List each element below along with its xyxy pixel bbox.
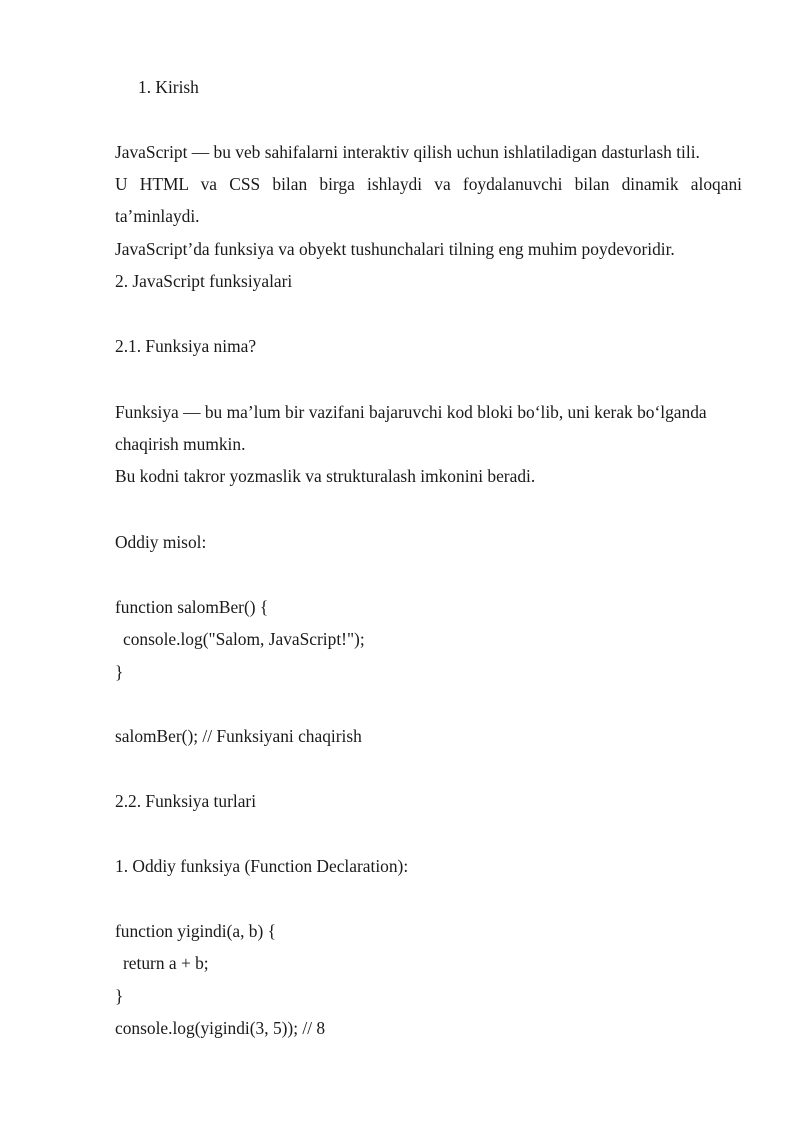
code-line: function yigindi(a, b) { bbox=[115, 921, 276, 941]
example-label: Oddiy misol: bbox=[115, 532, 207, 552]
code-line: console.log("Salom, JavaScript!"); bbox=[123, 629, 365, 649]
paragraph-line-justified: U HTML va CSS bilan birga ishlaydi va foydalanuvchi bilan dinamik aloqani bbox=[115, 174, 742, 194]
heading-kirish: 1. Kirish bbox=[138, 77, 199, 97]
heading-funksiya-turlari: 2.2. Funksiya turlari bbox=[115, 791, 257, 811]
subheading-function-declaration: 1. Oddiy funksiya (Function Declaration): bbox=[115, 856, 409, 876]
code-line: function salomBer() { bbox=[115, 597, 269, 617]
paragraph-line: JavaScript’da funksiya va obyekt tushunchalari tilning eng muhim poydevoridir. bbox=[115, 239, 675, 259]
paragraph-line: Bu kodni takror yozmaslik va strukturalash imkonini beradi. bbox=[115, 466, 536, 486]
code-line: } bbox=[115, 662, 124, 682]
heading-javascript-funksiyalari: 2. JavaScript funksiyalari bbox=[115, 271, 293, 291]
code-line: } bbox=[115, 986, 124, 1006]
heading-funksiya-nima: 2.1. Funksiya nima? bbox=[115, 336, 257, 356]
paragraph-line: ta’minlaydi. bbox=[115, 206, 200, 226]
paragraph-line: JavaScript — bu veb sahifalarni interaktiv qilish uchun ishlatiladigan dasturlash tili. bbox=[115, 142, 700, 162]
code-line: console.log(yigindi(3, 5)); // 8 bbox=[115, 1018, 326, 1038]
paragraph-line: Funksiya — bu ma’lum bir vazifani bajaruvchi kod bloki bo‘lib, uni kerak bo‘lganda bbox=[115, 402, 707, 422]
code-call-line: salomBer(); // Funksiyani chaqirish bbox=[115, 726, 362, 746]
code-line: return a + b; bbox=[123, 953, 209, 973]
paragraph-line: chaqirish mumkin. bbox=[115, 434, 246, 454]
